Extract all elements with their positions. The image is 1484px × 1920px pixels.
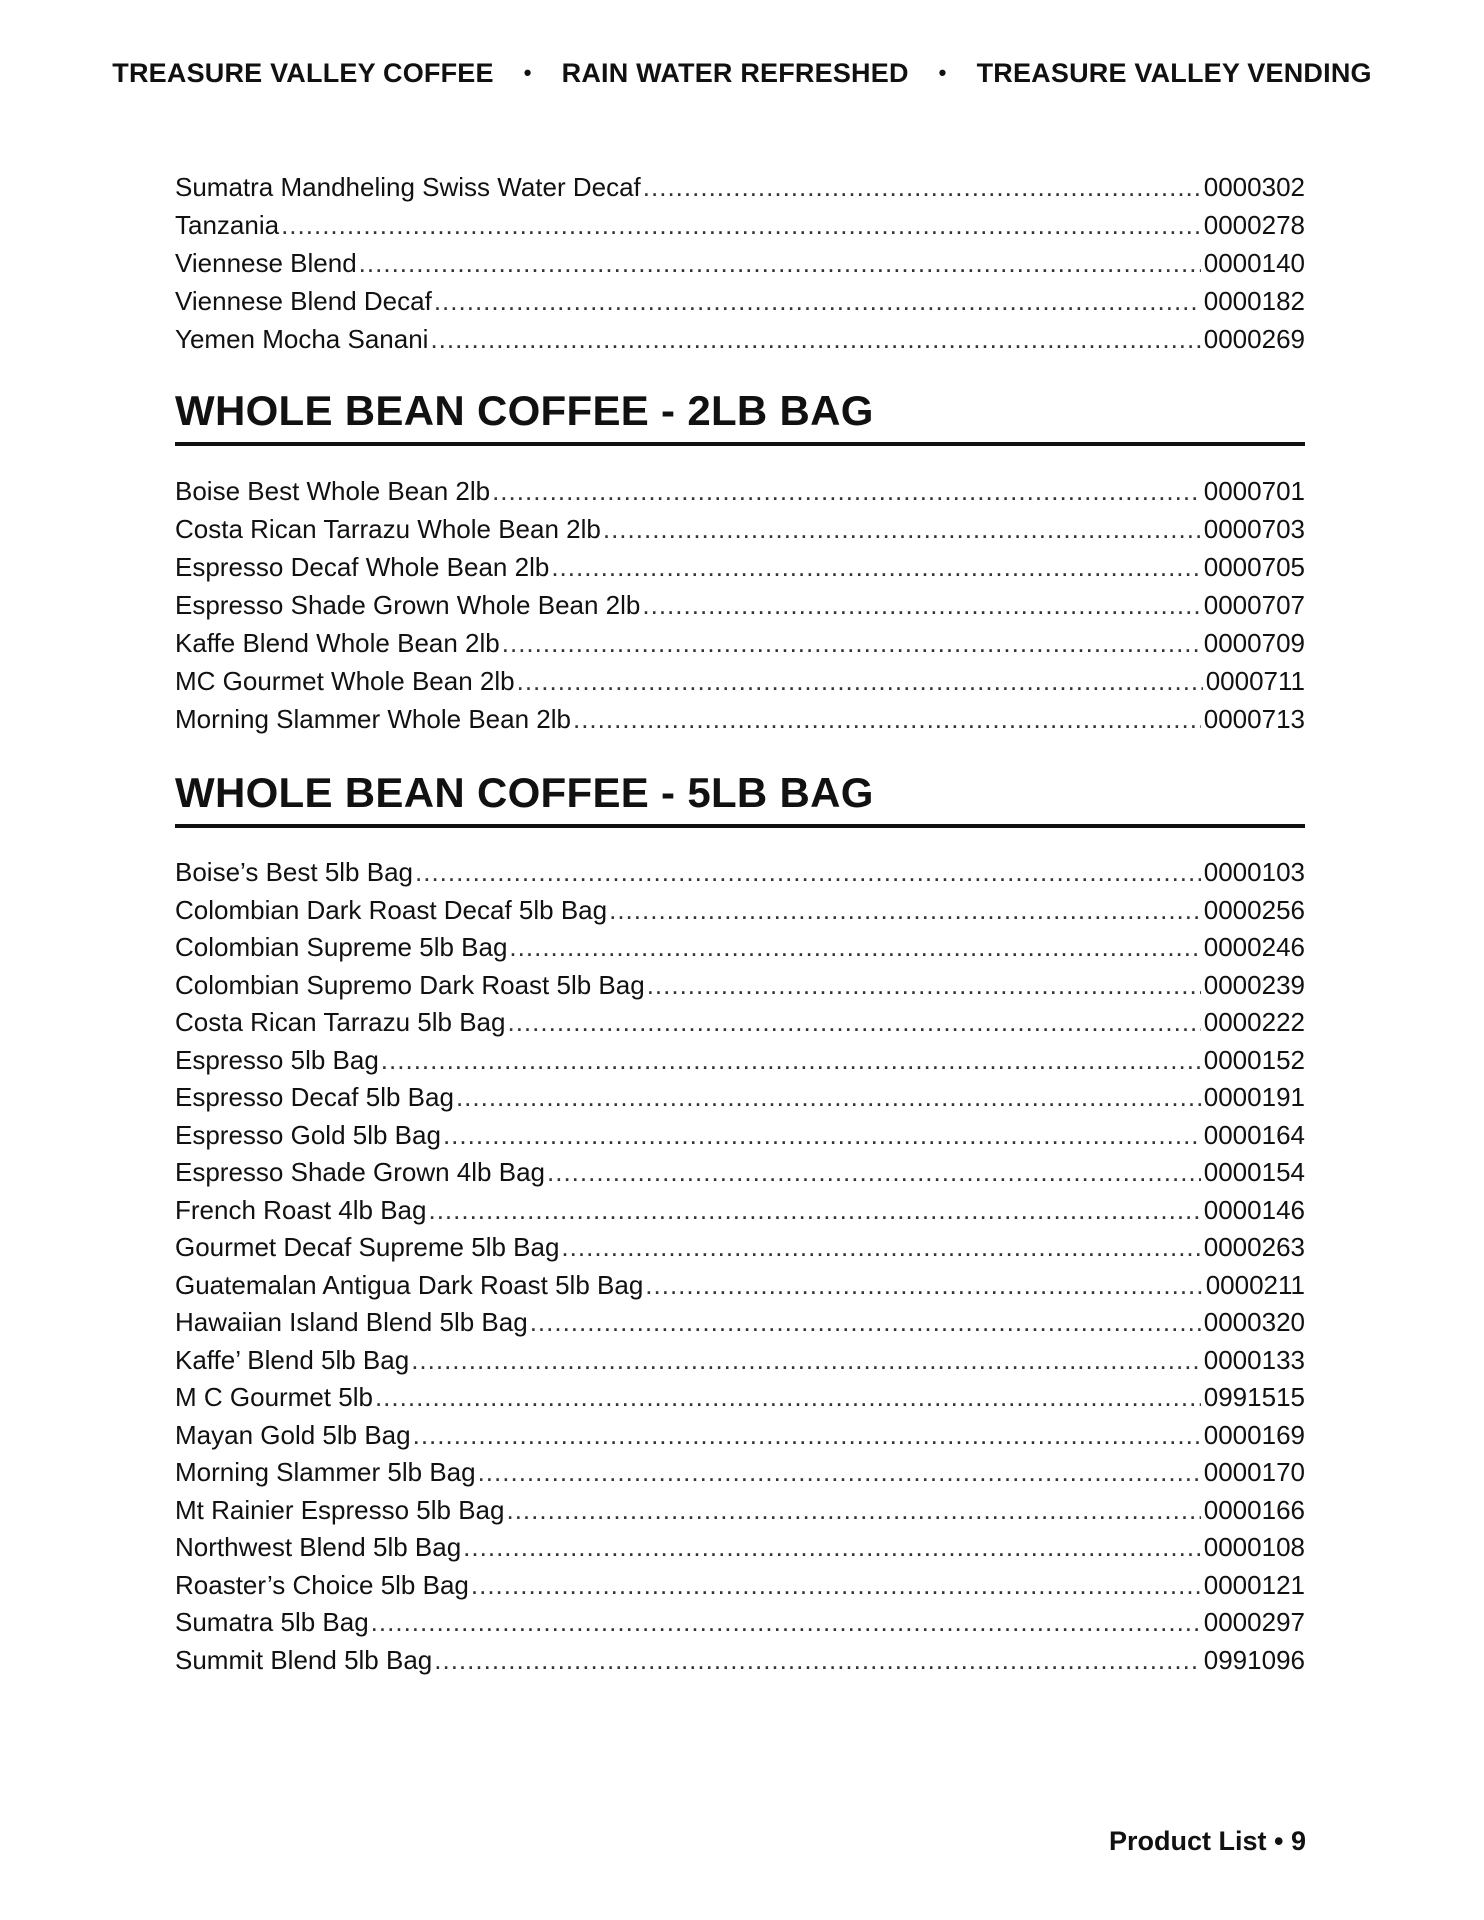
product-name: Viennese Blend [175,248,357,278]
product-name: Tanzania [175,210,280,240]
product-name: Espresso Shade Grown 4lb Bag [175,1157,545,1187]
product-name: Morning Slammer Whole Bean 2lb [175,704,571,734]
product-name: Colombian Supreme 5lb Bag [175,932,508,962]
product-code: 0000133 [1203,1344,1305,1375]
list-item [175,1342,1305,1380]
list-item [175,1229,1305,1267]
product-code: 0000164 [1203,1119,1305,1150]
product-name: Colombian Supremo Dark Roast 5lb Bag [175,969,645,1000]
product-name: MC Gourmet Whole Bean 2lb [175,666,515,696]
dot-leader [456,1079,1201,1117]
top-product-list [175,168,1305,358]
product-code: 0000239 [1203,969,1305,1000]
product-code: 0000713 [1203,704,1305,734]
dot-leader [547,1154,1201,1192]
header-bullet: • [523,60,532,85]
list-item [175,1454,1305,1492]
dot-leader [506,1492,1200,1530]
list-item [175,1267,1305,1305]
list-item [175,282,1305,320]
product-list-content [175,168,1305,1679]
list-item [175,967,1305,1005]
product-code: 0000191 [1203,1082,1305,1112]
list-item [175,1004,1305,1042]
list-item [175,1529,1305,1567]
list-item [175,206,1305,244]
list-item [175,1379,1305,1417]
product-list-2lb [175,472,1305,738]
list-item [175,1567,1305,1605]
header-brand-rainwater: RAIN WATER REFRESHED [561,58,909,88]
dot-leader [359,244,1201,282]
product-name: Costa Rican Tarrazu Whole Bean 2lb [175,514,601,544]
dot-leader [463,1529,1201,1567]
product-code: 0000297 [1203,1607,1305,1637]
dot-leader [411,1342,1201,1380]
product-code: 0991515 [1203,1382,1305,1412]
dot-leader [509,929,1200,967]
product-name: Roaster’s Choice 5lb Bag [175,1569,469,1600]
product-name: Espresso Decaf Whole Bean 2lb [175,552,550,582]
dot-leader [507,1004,1200,1042]
footer-page-label: Product List • 9 [1109,1826,1306,1856]
product-code: 0991096 [1203,1644,1305,1675]
product-code: 0000182 [1203,286,1305,316]
product-name: Mt Rainier Espresso 5lb Bag [175,1494,505,1525]
product-code: 0000140 [1203,248,1305,278]
list-item [175,244,1305,282]
product-code: 0000703 [1203,514,1305,544]
list-item [175,1642,1305,1680]
list-item [175,586,1305,624]
product-code: 0000152 [1203,1044,1305,1075]
product-name: Boise’s Best 5lb Bag [175,857,413,887]
product-code: 0000211 [1205,1269,1305,1300]
product-code: 0000256 [1203,894,1305,925]
product-name: Guatemalan Antigua Dark Roast 5lb Bag [175,1269,644,1300]
dot-leader [603,510,1201,548]
product-code: 0000246 [1203,932,1305,962]
product-code: 0000278 [1203,210,1305,240]
dot-leader [428,1192,1200,1230]
dot-leader [281,206,1201,244]
list-item [175,548,1305,586]
product-code: 0000103 [1203,857,1305,887]
product-code: 0000154 [1203,1157,1305,1187]
product-name: Sumatra 5lb Bag [175,1607,369,1637]
list-item [175,700,1305,738]
product-code: 0000705 [1203,552,1305,582]
page-footer [1109,1826,1306,1857]
product-code: 0000108 [1203,1532,1305,1562]
dot-leader [530,1304,1201,1342]
dot-leader [643,168,1201,206]
list-item [175,472,1305,510]
dot-leader [551,548,1200,586]
product-name: Boise Best Whole Bean 2lb [175,476,491,506]
list-item [175,1042,1305,1080]
product-name: Northwest Blend 5lb Bag [175,1532,462,1562]
section-title-5lb: WHOLE BEAN COFFEE - 5LB BAG [175,769,874,816]
list-item [175,624,1305,662]
product-name: Mayan Gold 5lb Bag [175,1419,411,1450]
product-name: Espresso Shade Grown Whole Bean 2lb [175,590,641,620]
list-item [175,1154,1305,1192]
product-code: 0000146 [1203,1194,1305,1225]
product-name: Espresso Gold 5lb Bag [175,1119,441,1150]
section-rule [175,824,1305,828]
dot-leader [434,282,1201,320]
product-code: 0000169 [1203,1419,1305,1450]
product-name: Yemen Mocha Sanani [175,324,429,354]
product-code: 0000320 [1203,1307,1305,1337]
product-name: Costa Rican Tarrazu 5lb Bag [175,1007,506,1037]
product-name: Sumatra Mandheling Swiss Water Decaf [175,172,641,202]
product-name: Espresso Decaf 5lb Bag [175,1082,454,1112]
page-header [0,58,1484,89]
section-title-2lb: WHOLE BEAN COFFEE - 2LB BAG [175,387,874,434]
dot-leader [434,1642,1201,1680]
product-name: French Roast 4lb Bag [175,1194,427,1225]
dot-leader [645,1267,1202,1305]
product-code: 0000222 [1203,1007,1305,1037]
dot-leader [502,624,1201,662]
dot-leader [478,1454,1201,1492]
dot-leader [517,662,1203,700]
dot-leader [413,1417,1201,1455]
dot-leader [415,854,1201,892]
list-item [175,1079,1305,1117]
product-code: 0000170 [1203,1457,1305,1487]
product-code: 0000707 [1203,590,1305,620]
dot-leader [492,472,1201,510]
dot-leader [647,967,1201,1005]
section-rule [175,442,1305,446]
dot-leader [471,1567,1201,1605]
list-item [175,320,1305,358]
list-item [175,168,1305,206]
dot-leader [371,1604,1201,1642]
product-name: Espresso 5lb Bag [175,1044,379,1075]
product-name: Hawaiian Island Blend 5lb Bag [175,1307,528,1337]
product-code: 0000269 [1203,324,1305,354]
product-name: Kaffe Blend Whole Bean 2lb [175,628,500,658]
product-name: Colombian Dark Roast Decaf 5lb Bag [175,894,608,925]
dot-leader [573,700,1201,738]
list-item [175,1417,1305,1455]
product-name: Kaffe’ Blend 5lb Bag [175,1344,410,1375]
dot-leader [443,1117,1201,1155]
product-name: M C Gourmet 5lb [175,1382,373,1412]
header-bullet: • [938,60,947,85]
product-name: Morning Slammer 5lb Bag [175,1457,476,1487]
product-code: 0000711 [1205,666,1305,696]
dot-leader [609,892,1201,930]
dot-leader [561,1229,1200,1267]
product-code: 0000302 [1203,172,1305,202]
product-code: 0000709 [1203,628,1305,658]
dot-leader [381,1042,1201,1080]
product-name: Viennese Blend Decaf [175,286,432,316]
header-brand-vending: TREASURE VALLEY VENDING [976,58,1372,88]
product-list-5lb [175,854,1305,1679]
product-name: Gourmet Decaf Supreme 5lb Bag [175,1232,560,1262]
dot-leader [430,320,1200,358]
product-code: 0000701 [1203,476,1305,506]
list-item [175,1604,1305,1642]
dot-leader [375,1379,1201,1417]
list-item [175,892,1305,930]
list-item [175,662,1305,700]
list-item [175,1304,1305,1342]
product-code: 0000166 [1203,1494,1305,1525]
list-item [175,1117,1305,1155]
product-code: 0000263 [1203,1232,1305,1262]
header-brand-coffee: TREASURE VALLEY COFFEE [112,58,494,88]
list-item [175,1192,1305,1230]
product-code: 0000121 [1203,1569,1305,1600]
list-item [175,854,1305,892]
list-item [175,510,1305,548]
dot-leader [642,586,1200,624]
list-item [175,1492,1305,1530]
product-name: Summit Blend 5lb Bag [175,1644,433,1675]
list-item [175,929,1305,967]
